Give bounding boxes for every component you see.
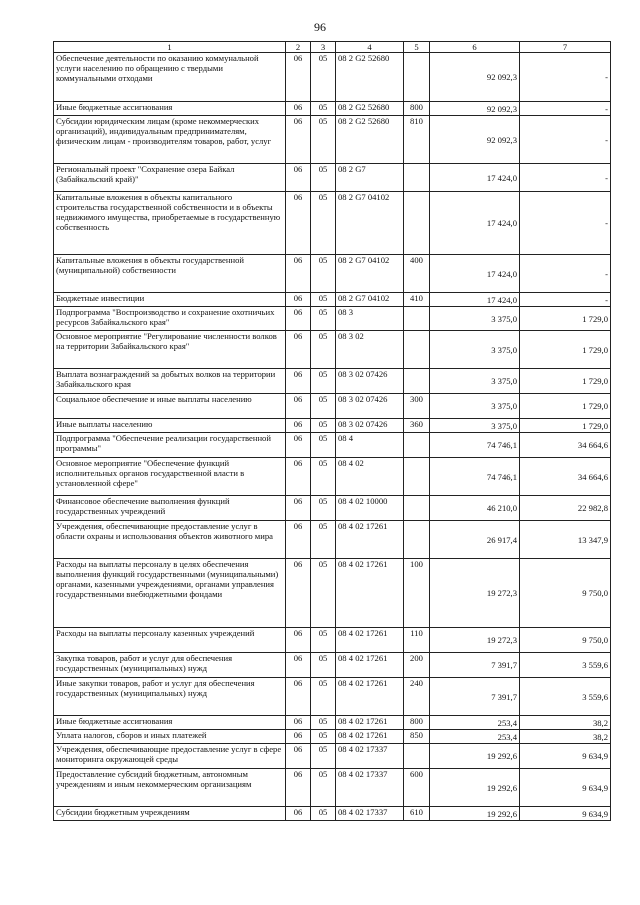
row-name: Расходы на выплаты персоналу в целях обеспечения выполнения функций государственными (муниципальными) органами, казенными учреждениями, органами управления государственными внебюджетными фондами (54, 559, 286, 628)
table-row (54, 307, 611, 331)
table-row (54, 53, 611, 102)
table-row (54, 730, 611, 744)
page-number: 96 (314, 20, 326, 34)
row-amount-1: 17 424,0 (430, 192, 520, 255)
row-name: Основное мероприятие "Обеспечение функций исполнительных органов государственной власти в установленной сфере" (54, 458, 286, 496)
table-row (54, 807, 611, 821)
row-name: Финансовое обеспечение выполнения функций государственных учреждений (54, 496, 286, 521)
row-target-code: 08 4 02 17337 (336, 744, 404, 769)
row-target-code: 08 2 G2 52680 (336, 53, 404, 102)
row-section: 06 (286, 307, 311, 331)
row-section: 06 (286, 53, 311, 102)
row-expense-type (404, 192, 430, 255)
row-section: 06 (286, 458, 311, 496)
row-subsection: 05 (311, 116, 336, 164)
row-amount-2: 9 634,9 (520, 807, 611, 821)
row-amount-1: 17 424,0 (430, 255, 520, 293)
row-name: Предоставление субсидий бюджетным, автономным учреждениям и иным некоммерческим организациям (54, 769, 286, 807)
row-target-code: 08 4 (336, 433, 404, 458)
row-section: 06 (286, 769, 311, 807)
row-amount-2: 1 729,0 (520, 369, 611, 394)
row-target-code: 08 4 02 17261 (336, 716, 404, 730)
row-section: 06 (286, 433, 311, 458)
row-amount-1: 19 292,6 (430, 769, 520, 807)
row-subsection: 05 (311, 192, 336, 255)
row-section: 06 (286, 716, 311, 730)
row-name: Бюджетные инвестиции (54, 293, 286, 307)
row-name: Выплата вознаграждений за добытых волков на территории Забайкальского края (54, 369, 286, 394)
row-name: Учреждения, обеспечивающие предоставление услуг в области охраны и использования объектов животного мира (54, 521, 286, 559)
row-subsection: 05 (311, 653, 336, 678)
row-target-code: 08 4 02 17337 (336, 807, 404, 821)
row-subsection: 05 (311, 331, 336, 369)
row-amount-2: 34 664,6 (520, 458, 611, 496)
row-amount-1: 3 375,0 (430, 331, 520, 369)
row-target-code: 08 3 02 07426 (336, 369, 404, 394)
row-expense-type: 800 (404, 102, 430, 116)
row-section: 06 (286, 331, 311, 369)
row-amount-2: 9 634,9 (520, 744, 611, 769)
row-name: Иные закупки товаров, работ и услуг для обеспечения государственных (муниципальных) нужд (54, 678, 286, 716)
row-section: 06 (286, 255, 311, 293)
row-amount-1: 19 272,3 (430, 628, 520, 653)
row-amount-1: 92 092,3 (430, 116, 520, 164)
col-header-6: 6 (430, 42, 520, 53)
row-amount-1: 19 272,3 (430, 559, 520, 628)
table-row (54, 255, 611, 293)
row-target-code: 08 3 02 07426 (336, 419, 404, 433)
row-name: Закупка товаров, работ и услуг для обеспечения государственных (муниципальных) нужд (54, 653, 286, 678)
row-amount-1: 3 375,0 (430, 394, 520, 419)
row-section: 06 (286, 102, 311, 116)
row-target-code: 08 4 02 17261 (336, 730, 404, 744)
row-expense-type: 200 (404, 653, 430, 678)
table-row (54, 496, 611, 521)
row-amount-2: - (520, 53, 611, 102)
table-row (54, 164, 611, 192)
table-row (54, 192, 611, 255)
row-name: Капитальные вложения в объекты государственной (муниципальной) собственности (54, 255, 286, 293)
row-amount-1: 19 292,6 (430, 807, 520, 821)
row-amount-2: 38,2 (520, 716, 611, 730)
row-section: 06 (286, 164, 311, 192)
row-amount-1: 253,4 (430, 730, 520, 744)
row-section: 06 (286, 419, 311, 433)
row-amount-2: - (520, 293, 611, 307)
table-row (54, 559, 611, 628)
row-expense-type (404, 744, 430, 769)
row-amount-2: - (520, 116, 611, 164)
row-subsection: 05 (311, 53, 336, 102)
row-amount-1: 7 391,7 (430, 653, 520, 678)
row-subsection: 05 (311, 433, 336, 458)
row-section: 06 (286, 116, 311, 164)
row-target-code: 08 4 02 (336, 458, 404, 496)
row-expense-type (404, 307, 430, 331)
row-subsection: 05 (311, 164, 336, 192)
table-body (54, 53, 611, 821)
row-amount-2: 38,2 (520, 730, 611, 744)
row-subsection: 05 (311, 730, 336, 744)
row-name: Капитальные вложения в объекты капитального строительства государственной собственности и в объекты недвижимого имущества, приобретаемые в государственную собственность (54, 192, 286, 255)
row-name: Учреждения, обеспечивающие предоставление услуг в сфере мониторинга окружающей среды (54, 744, 286, 769)
row-amount-1: 92 092,3 (430, 102, 520, 116)
row-section: 06 (286, 744, 311, 769)
row-target-code: 08 2 G7 04102 (336, 255, 404, 293)
row-subsection: 05 (311, 102, 336, 116)
row-target-code: 08 2 G2 52680 (336, 102, 404, 116)
row-section: 06 (286, 628, 311, 653)
table-row (54, 744, 611, 769)
row-name: Уплата налогов, сборов и иных платежей (54, 730, 286, 744)
row-name: Иные выплаты населению (54, 419, 286, 433)
row-expense-type: 300 (404, 394, 430, 419)
row-section: 06 (286, 807, 311, 821)
row-amount-2: 1 729,0 (520, 419, 611, 433)
col-header-3: 3 (311, 42, 336, 53)
table-row (54, 678, 611, 716)
row-expense-type: 360 (404, 419, 430, 433)
row-subsection: 05 (311, 807, 336, 821)
row-target-code: 08 3 (336, 307, 404, 331)
table-row (54, 293, 611, 307)
row-subsection: 05 (311, 769, 336, 807)
col-header-5: 5 (404, 42, 430, 53)
col-header-4: 4 (336, 42, 404, 53)
table-row (54, 394, 611, 419)
row-amount-1: 3 375,0 (430, 307, 520, 331)
table-row (54, 653, 611, 678)
row-name: Региональный проект "Сохранение озера Байкал (Забайкальский край)" (54, 164, 286, 192)
row-subsection: 05 (311, 678, 336, 716)
row-expense-type (404, 164, 430, 192)
row-section: 06 (286, 394, 311, 419)
row-subsection: 05 (311, 744, 336, 769)
row-expense-type (404, 496, 430, 521)
table-row (54, 419, 611, 433)
header-row (54, 42, 611, 53)
row-name: Расходы на выплаты персоналу казенных учреждений (54, 628, 286, 653)
row-name: Иные бюджетные ассигнования (54, 102, 286, 116)
row-target-code: 08 3 02 07426 (336, 394, 404, 419)
row-amount-1: 7 391,7 (430, 678, 520, 716)
row-expense-type: 410 (404, 293, 430, 307)
row-subsection: 05 (311, 458, 336, 496)
row-amount-1: 92 092,3 (430, 53, 520, 102)
col-header-7: 7 (520, 42, 611, 53)
row-name: Субсидии бюджетным учреждениям (54, 807, 286, 821)
row-target-code: 08 2 G7 (336, 164, 404, 192)
row-amount-1: 253,4 (430, 716, 520, 730)
row-expense-type: 810 (404, 116, 430, 164)
table-row (54, 369, 611, 394)
row-subsection: 05 (311, 369, 336, 394)
row-section: 06 (286, 653, 311, 678)
row-name: Подпрограмма "Воспроизводство и сохранение охотничьих ресурсов Забайкальского края" (54, 307, 286, 331)
table-row (54, 433, 611, 458)
row-section: 06 (286, 678, 311, 716)
row-expense-type: 110 (404, 628, 430, 653)
row-target-code: 08 4 02 17261 (336, 559, 404, 628)
row-section: 06 (286, 293, 311, 307)
row-amount-2: 9 750,0 (520, 628, 611, 653)
row-name: Обеспечение деятельности по оказанию коммунальной услуги населению по обращению с твердыми коммунальными отходами (54, 53, 286, 102)
row-target-code: 08 4 02 10000 (336, 496, 404, 521)
row-amount-2: - (520, 164, 611, 192)
row-amount-2: 3 559,6 (520, 678, 611, 716)
row-section: 06 (286, 730, 311, 744)
row-amount-2: 34 664,6 (520, 433, 611, 458)
row-target-code: 08 4 02 17261 (336, 521, 404, 559)
row-section: 06 (286, 521, 311, 559)
table-row (54, 458, 611, 496)
row-amount-1: 17 424,0 (430, 293, 520, 307)
row-amount-2: 3 559,6 (520, 653, 611, 678)
table-row (54, 716, 611, 730)
row-amount-2: - (520, 255, 611, 293)
row-name: Подпрограмма "Обеспечение реализации государственной программы" (54, 433, 286, 458)
row-name: Основное мероприятие "Регулирование численности волков на территории Забайкальского края" (54, 331, 286, 369)
row-amount-1: 3 375,0 (430, 419, 520, 433)
table-row (54, 521, 611, 559)
row-expense-type (404, 458, 430, 496)
col-header-2: 2 (286, 42, 311, 53)
row-expense-type (404, 53, 430, 102)
row-amount-2: 9 750,0 (520, 559, 611, 628)
row-subsection: 05 (311, 559, 336, 628)
row-amount-2: 13 347,9 (520, 521, 611, 559)
row-expense-type (404, 369, 430, 394)
table-row (54, 769, 611, 807)
table-row (54, 116, 611, 164)
table-row (54, 628, 611, 653)
row-expense-type: 850 (404, 730, 430, 744)
row-subsection: 05 (311, 716, 336, 730)
row-amount-1: 26 917,4 (430, 521, 520, 559)
row-amount-1: 74 746,1 (430, 433, 520, 458)
row-expense-type: 400 (404, 255, 430, 293)
row-section: 06 (286, 496, 311, 521)
row-expense-type: 100 (404, 559, 430, 628)
row-name: Иные бюджетные ассигнования (54, 716, 286, 730)
row-expense-type: 600 (404, 769, 430, 807)
row-expense-type: 240 (404, 678, 430, 716)
row-subsection: 05 (311, 394, 336, 419)
row-section: 06 (286, 192, 311, 255)
row-target-code: 08 4 02 17337 (336, 769, 404, 807)
row-target-code: 08 2 G7 04102 (336, 293, 404, 307)
table-row (54, 331, 611, 369)
row-section: 06 (286, 559, 311, 628)
row-amount-1: 74 746,1 (430, 458, 520, 496)
row-expense-type (404, 331, 430, 369)
row-expense-type: 800 (404, 716, 430, 730)
row-amount-1: 17 424,0 (430, 164, 520, 192)
row-amount-1: 46 210,0 (430, 496, 520, 521)
row-subsection: 05 (311, 496, 336, 521)
row-target-code: 08 4 02 17261 (336, 678, 404, 716)
row-amount-2: 1 729,0 (520, 394, 611, 419)
row-target-code: 08 2 G7 04102 (336, 192, 404, 255)
col-header-1: 1 (54, 42, 286, 53)
row-amount-1: 3 375,0 (430, 369, 520, 394)
row-expense-type (404, 521, 430, 559)
row-amount-2: - (520, 192, 611, 255)
row-amount-2: 22 982,8 (520, 496, 611, 521)
row-section: 06 (286, 369, 311, 394)
row-subsection: 05 (311, 255, 336, 293)
row-target-code: 08 2 G2 52680 (336, 116, 404, 164)
row-subsection: 05 (311, 419, 336, 433)
row-target-code: 08 4 02 17261 (336, 653, 404, 678)
row-expense-type: 610 (404, 807, 430, 821)
row-target-code: 08 3 02 (336, 331, 404, 369)
row-name: Социальное обеспечение и иные выплаты населению (54, 394, 286, 419)
row-amount-2: - (520, 102, 611, 116)
row-amount-2: 1 729,0 (520, 331, 611, 369)
budget-table (53, 41, 611, 821)
row-subsection: 05 (311, 628, 336, 653)
row-amount-1: 19 292,6 (430, 744, 520, 769)
row-name: Субсидии юридическим лицам (кроме некоммерческих организаций), индивидуальным предпринимателям, физическим лицам - производителям товаров, работ, услуг (54, 116, 286, 164)
row-expense-type (404, 433, 430, 458)
table-row (54, 102, 611, 116)
row-target-code: 08 4 02 17261 (336, 628, 404, 653)
row-subsection: 05 (311, 293, 336, 307)
row-amount-2: 1 729,0 (520, 307, 611, 331)
row-amount-2: 9 634,9 (520, 769, 611, 807)
row-subsection: 05 (311, 521, 336, 559)
row-subsection: 05 (311, 307, 336, 331)
